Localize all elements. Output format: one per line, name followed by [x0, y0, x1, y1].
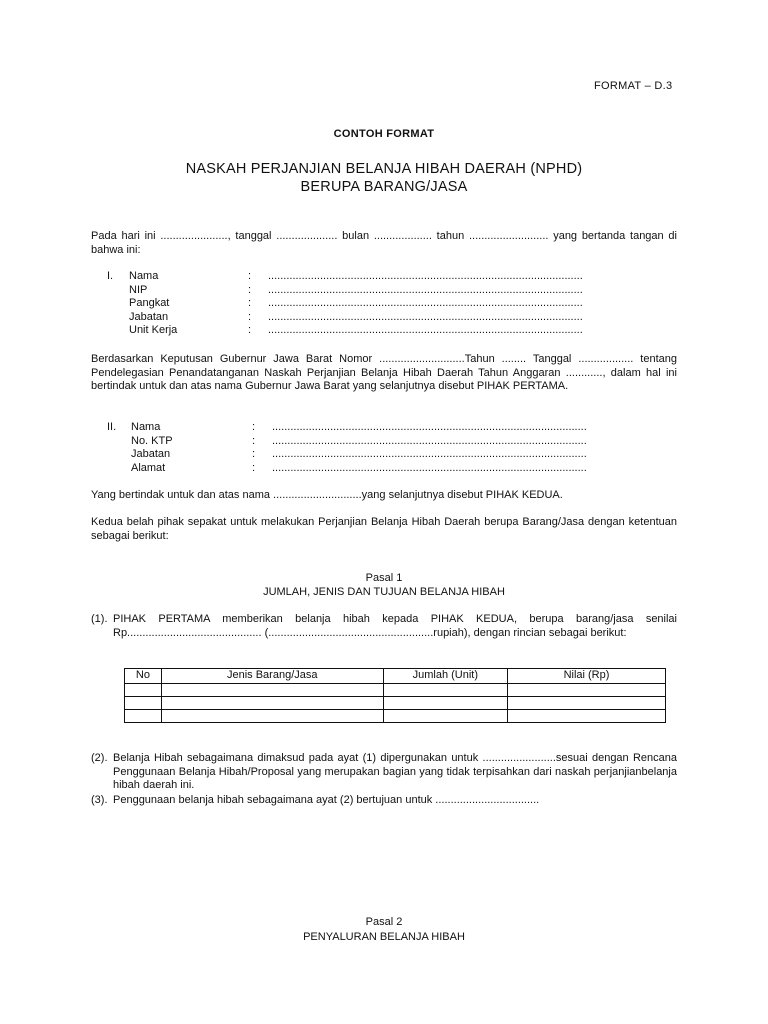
field-label: Pangkat	[129, 297, 170, 309]
field-blank: .......................................................................................................	[268, 283, 583, 296]
field-colon: :	[252, 461, 256, 474]
pasal-1-number: Pasal 1	[365, 572, 403, 584]
table-cell	[125, 683, 162, 696]
field-label: Nama	[129, 270, 159, 282]
item-number: (2).	[91, 752, 108, 764]
party-two-row-no-ktp	[91, 435, 681, 449]
table-row	[125, 696, 666, 709]
field-blank: .......................................................................................................	[268, 310, 583, 323]
field-label: NIP	[129, 283, 148, 296]
field-label: Jabatan	[129, 310, 169, 323]
pasal-2-number: Pasal 2	[365, 916, 403, 928]
field-blank: .......................................................................................................	[268, 324, 583, 336]
pasal-1-item-2	[91, 752, 677, 793]
party-one-basis-paragraph: Berdasarkan Keputusan Gubernur Jawa Barat Nomor ............................Tahun ........ Tanggal .................. tentang Pendelegasian Penandatanganan Naskah Perjanjian Belanja Hibah Daerah Tahun Anggaran ............, dalam hal ini bertindak untuk dan atas nama Gubernur Jawa Barat yang selanjutnya disebut PIHAK PERTAMA.	[91, 353, 677, 392]
pasal-2-heading: PENYALURAN BELANJA HIBAH	[303, 931, 465, 943]
table-cell	[507, 683, 665, 696]
document-title-line1: NASKAH PERJANJIAN BELANJA HIBAH DAERAH (NPHD)	[185, 161, 583, 177]
pasal-1-heading: JUMLAH, JENIS DAN TUJUAN BELANJA HIBAH	[263, 586, 505, 598]
party-two-numeral: II.	[107, 421, 117, 433]
table-cell	[383, 709, 507, 722]
pasal-1-item-3	[91, 794, 677, 808]
table-cell	[125, 696, 162, 709]
field-blank: .......................................................................................................	[272, 421, 587, 433]
item-text: Penggunaan belanja hibah sebagaimana ayat (2) bertujuan untuk ..................................	[113, 794, 540, 806]
party-one-row-nip	[91, 284, 681, 298]
table-cell	[383, 683, 507, 696]
column-header-no: No	[125, 669, 162, 684]
party-one-identity	[91, 270, 681, 338]
field-label: Jabatan	[131, 448, 171, 460]
example-label: CONTOH FORMAT	[333, 128, 435, 140]
item-number: (3).	[91, 794, 108, 806]
table-row	[125, 709, 666, 722]
party-two-basis-paragraph: Yang bertindak untuk dan atas nama .............................yang selanjutnya disebut PIHAK KEDUA.	[91, 489, 563, 501]
field-blank: .......................................................................................................	[272, 448, 587, 460]
party-one-row-pangkat	[91, 297, 681, 311]
field-colon: :	[248, 310, 252, 323]
table-cell	[161, 683, 383, 696]
opening-paragraph: Pada hari ini ......................, tanggal .................... bulan ................... tahun .......................... yang bertanda tangan di bahwa ini:	[91, 230, 677, 256]
format-code: FORMAT – D.3	[594, 80, 673, 92]
column-header-jumlah: Jumlah (Unit)	[383, 669, 507, 684]
table-cell	[383, 696, 507, 709]
field-blank: .......................................................................................................	[268, 297, 583, 309]
item-text: Belanja Hibah sebagaimana dimaksud pada ayat (1) dipergunakan untuk ........................sesuai dengan Rencana Penggunaan Belanja Hibah/Proposal yang merupakan bagian yang tidak terpisahkan dari naskah perjanjianbelanja hibah daerah ini.	[113, 752, 677, 791]
party-one-numeral: I.	[107, 270, 114, 282]
field-colon: :	[248, 283, 252, 296]
field-blank: .......................................................................................................	[268, 270, 583, 282]
field-blank: .......................................................................................................	[272, 461, 587, 474]
party-one-row-nama	[91, 270, 681, 284]
column-header-jenis: Jenis Barang/Jasa	[161, 669, 383, 684]
field-colon: :	[252, 448, 256, 460]
field-label: No. KTP	[131, 434, 173, 447]
field-colon: :	[248, 270, 252, 282]
item-number: (1).	[91, 613, 108, 625]
item-text: PIHAK PERTAMA memberikan belanja hibah kepada PIHAK KEDUA, berupa barang/jasa senilai Rp............................................ (......................................................rupiah), dengan rincian sebagai berikut:	[113, 613, 677, 639]
table-header-row	[125, 669, 666, 684]
table-cell	[161, 696, 383, 709]
field-label: Unit Kerja	[129, 324, 178, 336]
field-colon: :	[248, 324, 252, 336]
table-cell	[507, 709, 665, 722]
field-blank: .......................................................................................................	[272, 434, 587, 447]
field-label: Nama	[131, 421, 161, 433]
document-title-line2: BERUPA BARANG/JASA	[300, 179, 468, 195]
party-two-identity	[91, 421, 681, 475]
table-row	[125, 683, 666, 696]
pasal-1-item-1	[91, 613, 677, 640]
table-cell	[507, 696, 665, 709]
field-colon: :	[248, 297, 252, 309]
column-header-nilai: Nilai (Rp)	[507, 669, 665, 684]
field-colon: :	[252, 421, 256, 433]
table-cell	[161, 709, 383, 722]
agreement-paragraph: Kedua belah pihak sepakat untuk melakukan Perjanjian Belanja Hibah Daerah berupa Barang/Jasa dengan ketentuan sebagai berikut:	[91, 516, 677, 542]
party-two-row-alamat	[91, 462, 681, 476]
rincian-table	[124, 668, 666, 723]
party-one-row-unit-kerja	[91, 324, 681, 338]
field-label: Alamat	[131, 461, 166, 474]
party-one-row-jabatan	[91, 311, 681, 325]
party-two-row-nama	[91, 421, 681, 435]
party-two-row-jabatan	[91, 448, 681, 462]
field-colon: :	[252, 434, 256, 447]
table-cell	[125, 709, 162, 722]
